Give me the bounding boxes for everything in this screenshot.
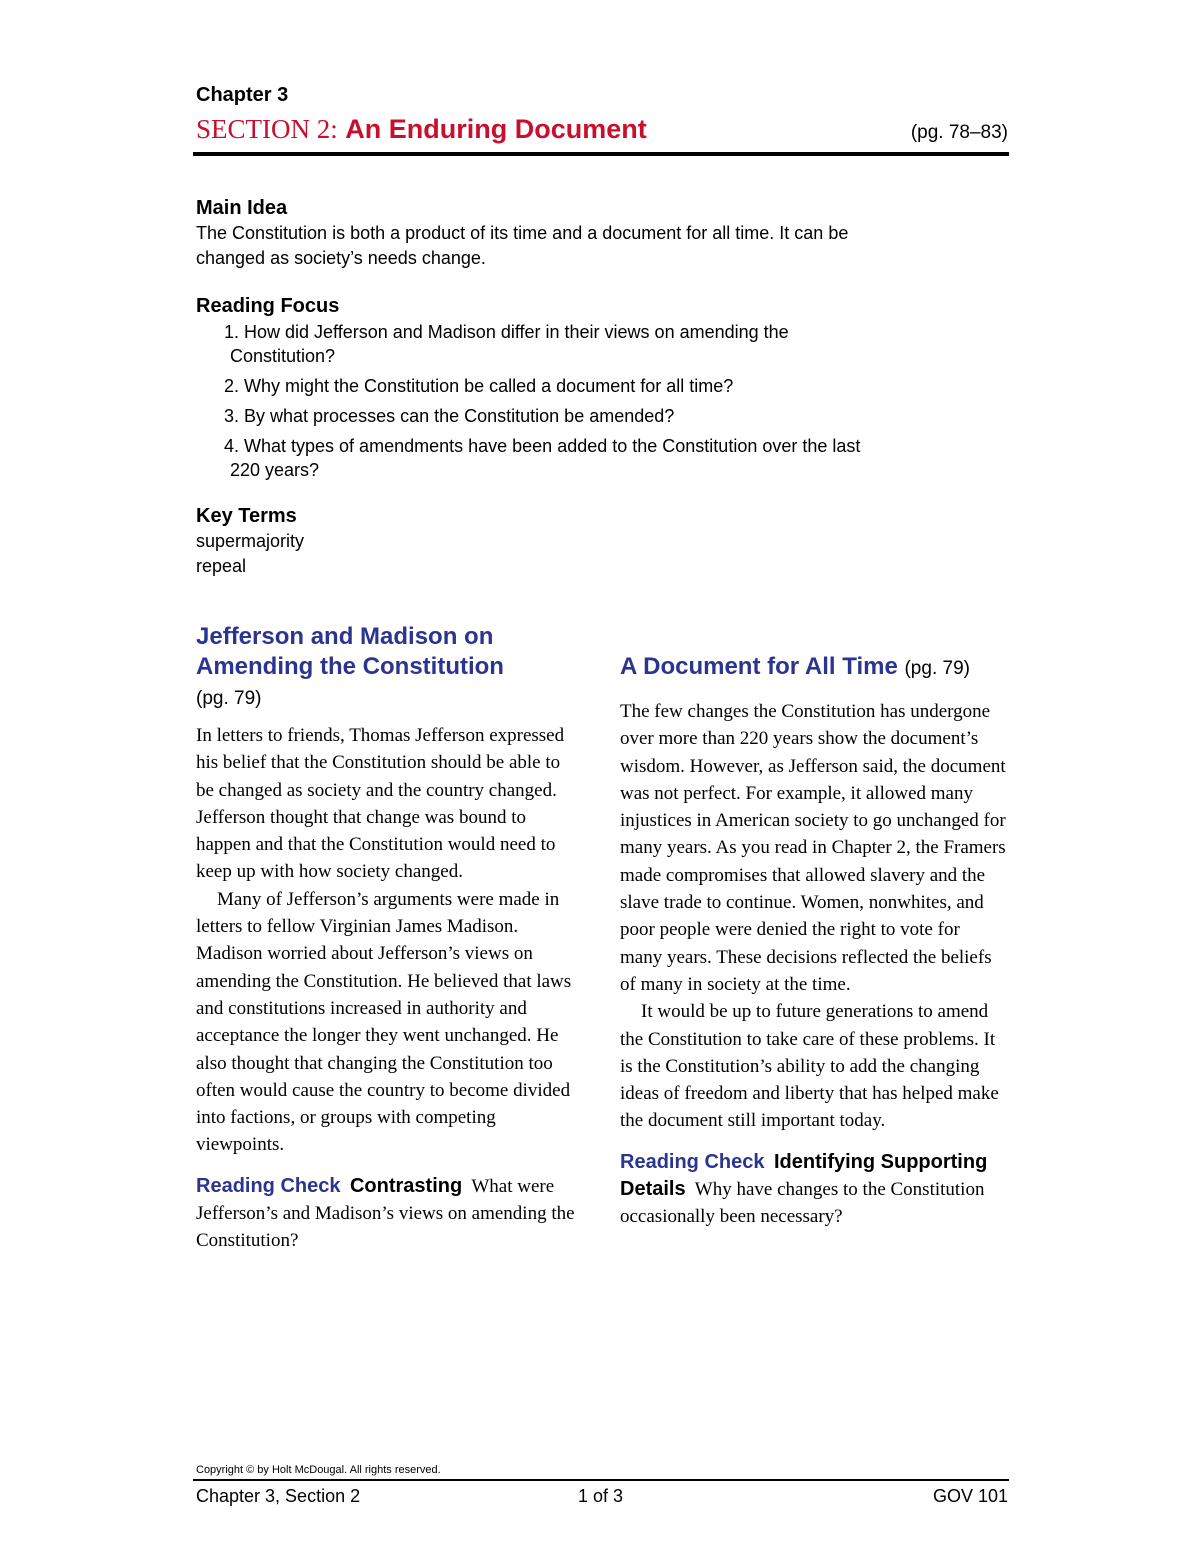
reading-focus-item: 1. How did Jefferson and Madison differ in their views on amending the Constitution? bbox=[224, 322, 789, 366]
reading-check-question: Why have changes to the Constitution occasionally been necessary? bbox=[620, 1179, 985, 1228]
right-reading-check bbox=[620, 1149, 1006, 1231]
footer-divider bbox=[193, 1479, 1009, 1481]
key-terms-list bbox=[196, 529, 304, 579]
section-name: An Enduring Document bbox=[345, 114, 647, 144]
key-term: repeal bbox=[196, 556, 247, 576]
left-column-heading: Jefferson and Madison on Amending the Constitution bbox=[196, 623, 504, 680]
reading-check-skill: Contrasting bbox=[349, 1174, 463, 1197]
right-column-title: A Document for All Time bbox=[620, 653, 898, 680]
key-terms-heading: Key Terms bbox=[196, 505, 297, 527]
left-paragraph: Many of Jefferson’s arguments were made in letters to fellow Virginian James Madison. Madison worried about Jefferson’s views on amending the Constitution. He believed that laws and constitutions increased in authority and acceptance the longer they went unchanged. He also thought that changing the Constitution too often would cause the country to become divided into factions, or groups with competing viewpoints. bbox=[196, 888, 572, 1156]
main-idea-text: The Constitution is both a product of its time and a document for all time. It can be changed as society’s needs change. bbox=[196, 223, 849, 268]
section-number: SECTION 2: bbox=[196, 114, 338, 144]
reading-check-label: Reading Check bbox=[620, 1150, 765, 1173]
course-code: GOV 101 bbox=[932, 1486, 1008, 1506]
left-column-pages: (pg. 79) bbox=[196, 688, 262, 709]
reading-focus-item: 2. Why might the Constitution be called a document for all time? bbox=[224, 376, 734, 396]
right-column-pages: (pg. 79) bbox=[904, 658, 970, 679]
main-idea-heading: Main Idea bbox=[196, 197, 288, 219]
right-column bbox=[620, 652, 1006, 1231]
reading-check-skill: Identifying Supporting Details bbox=[620, 1150, 988, 1201]
right-column-heading bbox=[620, 652, 1006, 684]
reading-check-label: Reading Check bbox=[196, 1174, 341, 1197]
left-paragraph: In letters to friends, Thomas Jefferson expressed his belief that the Constitution should be able to be changed as society and the country changed. Jefferson thought that change was bound to happen and that the Constitution would need to keep up with how society changed. bbox=[196, 725, 565, 883]
reading-focus-item: 3. By what processes can the Constitution be amended? bbox=[224, 406, 675, 426]
footer-section: Chapter 3, Section 2 bbox=[196, 1486, 361, 1506]
section-pages: (pg. 78–83) bbox=[910, 122, 1008, 143]
right-paragraph: It would be up to future generations to amend the Constitution to take care of these problems. It is the Constitution’s ability to add the changing ideas of freedom and liberty that has helped make the document still important today. bbox=[620, 1001, 999, 1132]
copyright-notice: Copyright © by Holt McDougal. All rights reserved. bbox=[196, 1464, 441, 1476]
chapter-label: Chapter 3 bbox=[196, 84, 289, 106]
left-column bbox=[196, 622, 582, 1255]
page-number: 1 of 3 bbox=[578, 1486, 624, 1506]
reading-focus-item: 4. What types of amendments have been added to the Constitution over the last 220 years? bbox=[224, 436, 861, 480]
key-term: supermajority bbox=[196, 531, 305, 551]
reading-check-question: What were Jefferson’s and Madison’s views on amending the Constitution? bbox=[196, 1175, 575, 1252]
reading-focus-heading: Reading Focus bbox=[196, 295, 340, 317]
reading-focus-list bbox=[196, 320, 866, 488]
header-divider bbox=[193, 152, 1009, 156]
right-paragraph: The few changes the Constitution has undergone over more than 220 years show the document’s wisdom. However, as Jefferson said, the document was not perfect. For example, it allowed many injustices in American society to go unchanged for many years. As you read in Chapter 2, the Framers made compromises that allowed slavery and the slave trade to continue. Women, nonwhites, and poor people were denied the right to vote for many years. These decisions reflected the beliefs of many in society at the time. bbox=[620, 701, 1006, 995]
section-title bbox=[196, 114, 647, 145]
left-reading-check bbox=[196, 1173, 582, 1255]
